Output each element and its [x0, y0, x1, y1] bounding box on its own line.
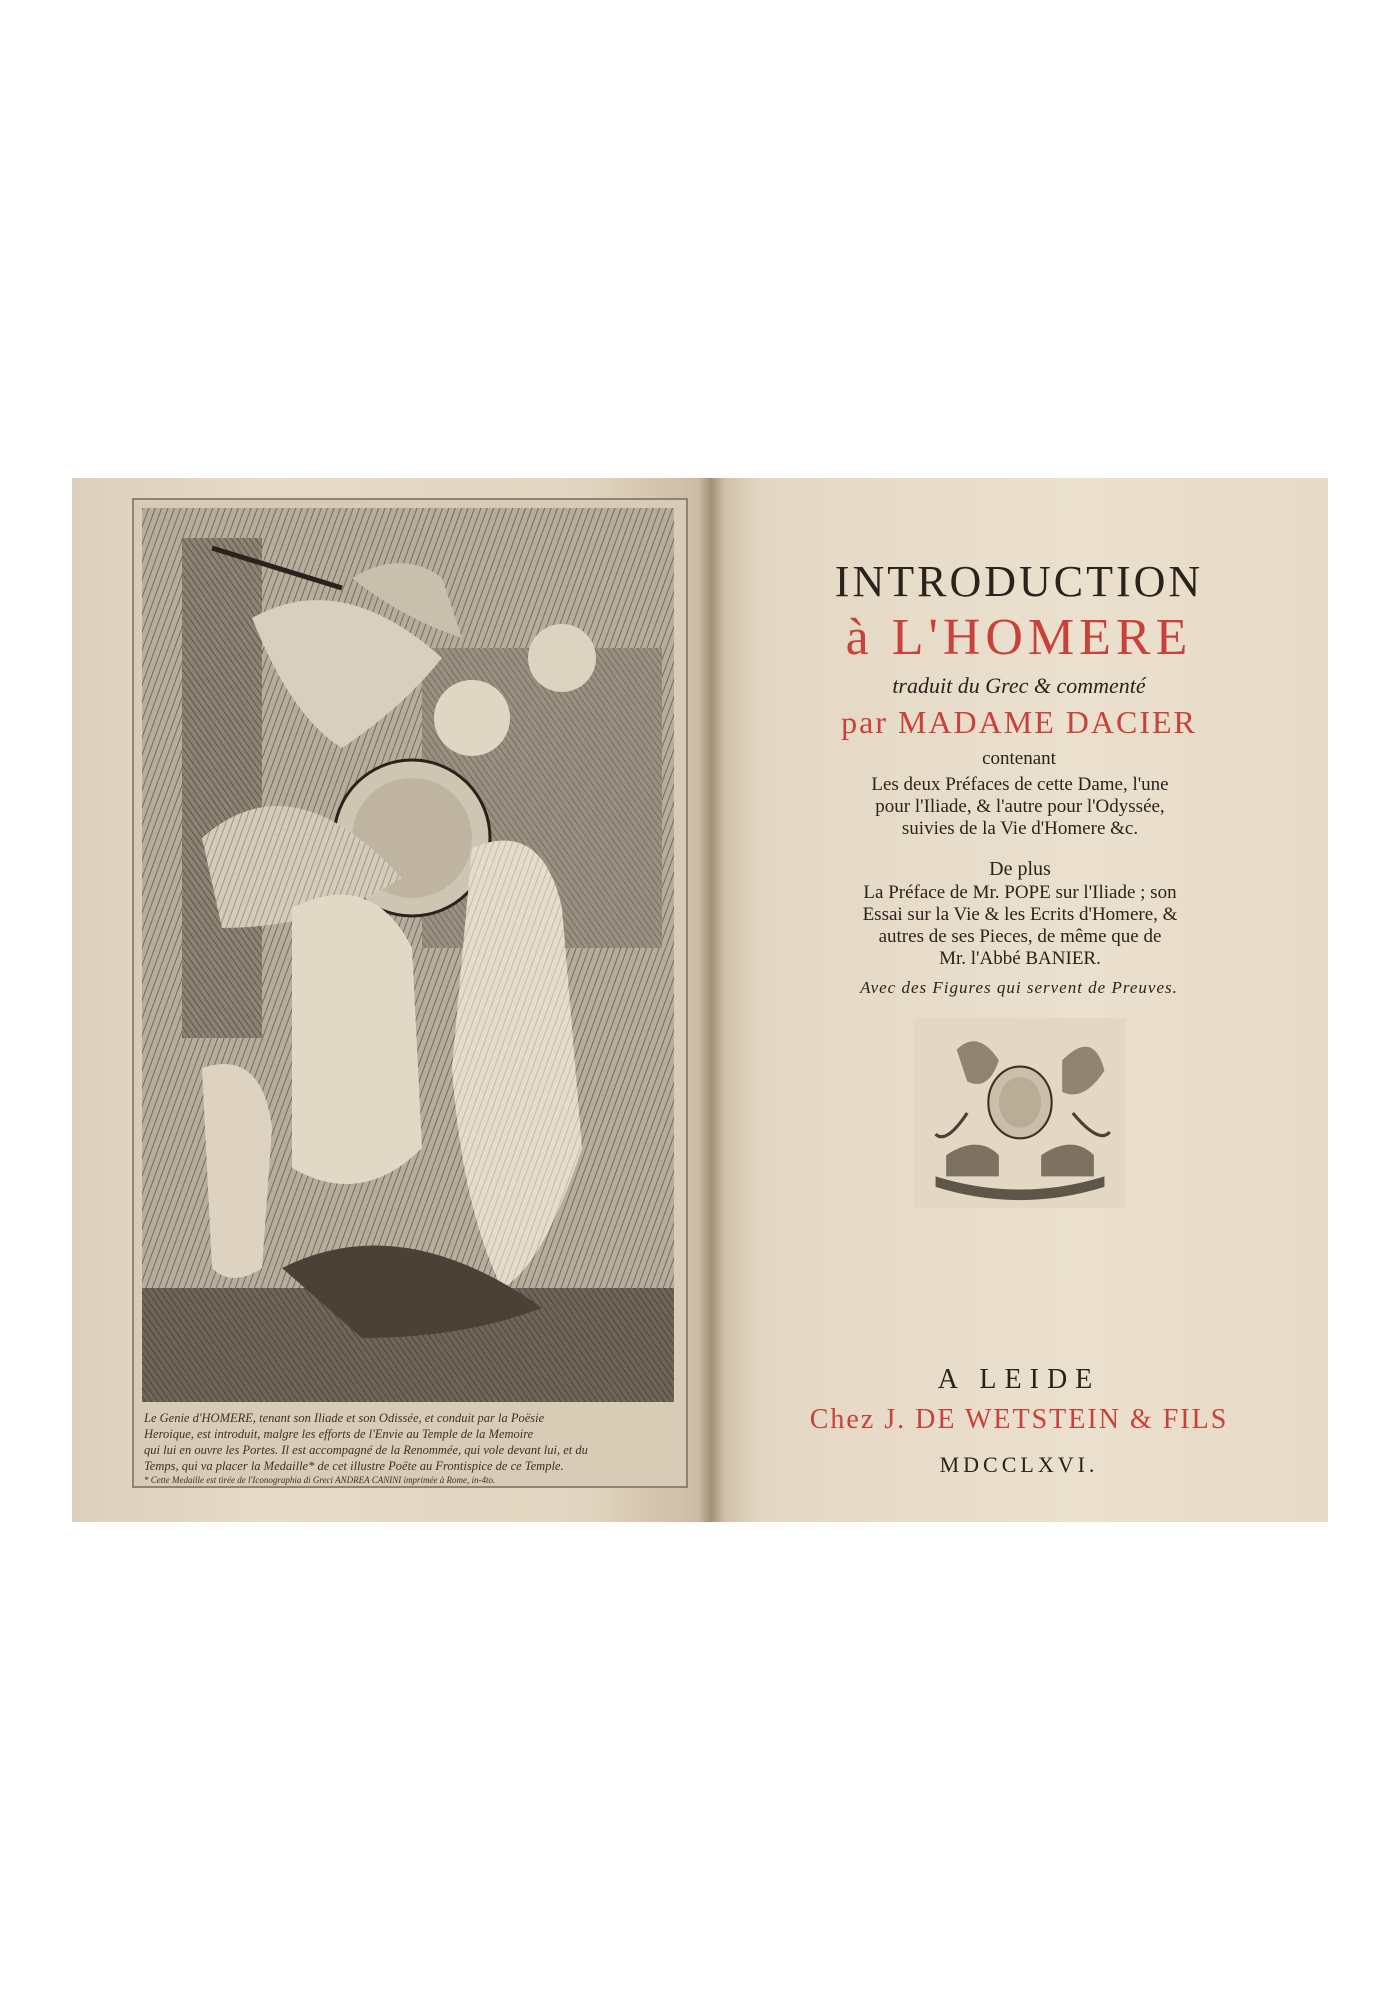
contents-line: autres de ses Pieces, de même que de	[878, 926, 1162, 947]
author-line: par MADAME DACIER	[841, 704, 1197, 740]
book-photo	[72, 478, 1328, 1522]
title-line-1: INTRODUCTION	[834, 557, 1204, 606]
contents-block-2	[770, 882, 1270, 970]
contents-line: pour l'Iliade, & l'autre pour l'Odyssée,	[875, 796, 1165, 817]
caption-line: Heroique, est introduit, malgre les efforts de l'Envie au Temple de la Memoire	[144, 1427, 534, 1441]
publisher: Chez J. DE WETSTEIN & FILS	[809, 1404, 1229, 1435]
de-plus-label: De plus	[989, 858, 1051, 880]
subtitle: traduit du Grec & commenté	[892, 673, 1146, 698]
title-line-2: à L'HOMERE	[845, 609, 1193, 666]
caption-line: Temps, qui va placer la Medaille* de cet illustre Poëte au Frontispice de ce Temple.	[144, 1459, 564, 1473]
title-page	[710, 478, 1328, 1522]
engraving-illustration	[142, 508, 674, 1402]
frontispiece-engraving	[142, 508, 674, 1402]
caption-line: Le Genie d'HOMERE, tenant son Iliade et son Odissée, et conduit par la Poësie	[144, 1411, 545, 1425]
frontispiece-page	[72, 478, 710, 1522]
contents-line: suivies de la Vie d'Homere &c.	[901, 818, 1139, 839]
contenant-label: contenant	[982, 748, 1056, 769]
contents-line: Mr. l'Abbé BANIER.	[939, 948, 1101, 969]
plate-caption	[144, 1410, 674, 1486]
contents-line: La Préface de Mr. POPE sur l'Iliade ; son	[863, 882, 1177, 903]
publication-year: MDCCLXVI.	[939, 1452, 1099, 1477]
book-gutter	[698, 478, 724, 1522]
printer-vignette	[810, 1018, 1230, 1208]
caption-line: qui lui en ouvre les Portes. Il est accompagné de la Renommée, qui vole devant lui, et du	[144, 1443, 588, 1457]
contents-line: Les deux Préfaces de cette Dame, l'une	[871, 774, 1169, 795]
figures-note: Avec des Figures qui servent de Preuves.	[860, 978, 1178, 997]
engraved-plate	[132, 498, 688, 1488]
contents-line: Essai sur la Vie & les Ecrits d'Homere, &	[862, 904, 1178, 925]
place-of-publication: A LEIDE	[937, 1364, 1101, 1395]
contents-block-1	[770, 774, 1270, 840]
caption-footnote: * Cette Medaille est tirée de l'Iconographia di Greci ANDREA CANINI imprimée à Rome, in-4to.	[144, 1475, 496, 1485]
